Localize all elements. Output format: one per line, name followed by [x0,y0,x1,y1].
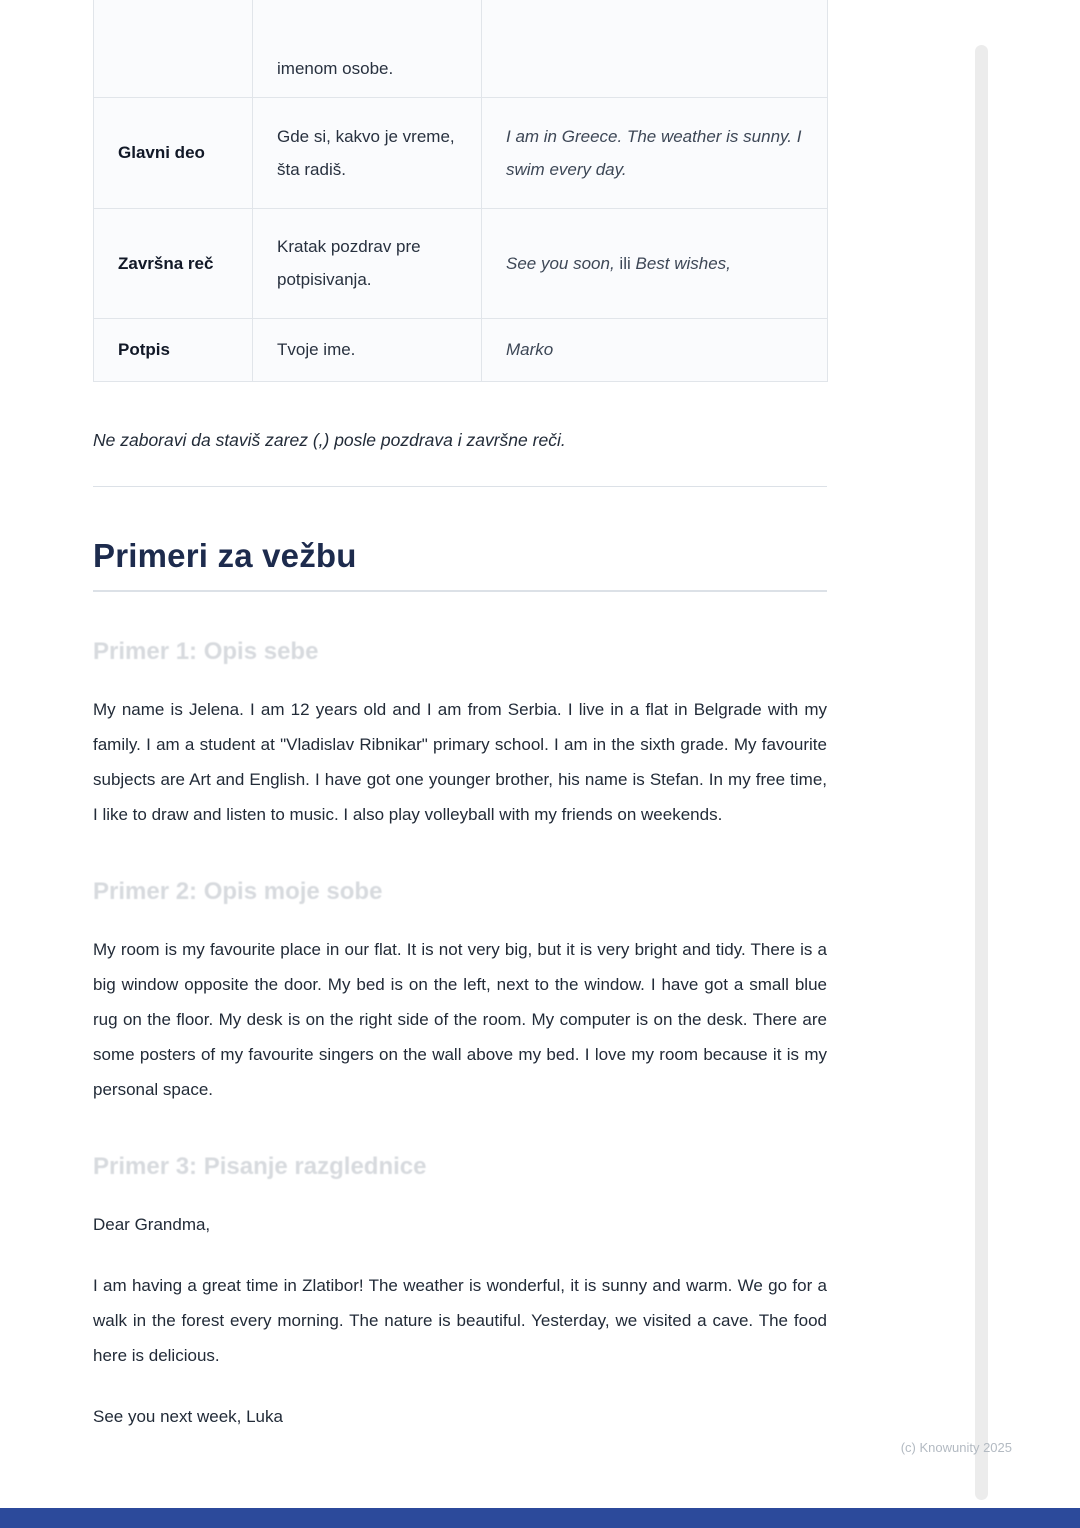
table-cell-example [482,0,828,97]
page-footer-bar [0,1508,1080,1528]
comma-note: Ne zaboravi da staviš zarez (,) posle pozdrava i završne reči. [93,429,566,450]
example-plain-word: ili [614,253,636,273]
table-cell-description: Tvoje ime. [253,318,482,381]
example-1-heading: Primer 1: Opis sebe [93,637,319,665]
section-title: Primeri za vežbu [93,537,827,592]
vertical-scrollbar[interactable] [975,45,988,1500]
example-italic-phrase: See you soon, [506,253,615,273]
knowunity-watermark: (c) Knowunity 2025 [900,1440,1012,1455]
table-cell-description: Kratak pozdrav pre potpisivanja. [253,208,482,318]
table-cell-term [94,0,253,97]
example-3-heading: Primer 3: Pisanje razglednice [93,1152,427,1180]
section-divider [93,486,827,487]
example-2-body: My room is my favourite place in our flat. It is not very big, but it is very bright and tidy. There is a big window opposite the door. My bed is on the left, next to the window. I have got a small blue rug on the floor. My desk is on the right side of the room. My computer is on the desk. There are some posters of my favourite singers on the wall above my bed. I love my room because it is my personal space. [93,939,827,1099]
table-cell-description: imenom osobe. [253,0,482,97]
example-italic-phrase: Best wishes, [635,253,731,273]
example-3-body: I am having a great time in Zlatibor! The weather is wonderful, it is sunny and warm. We go for a walk in the forest every morning. The nature is beautiful. Yesterday, we visited a cave. The food here is delicious. [93,1275,827,1365]
table-row-potpis [94,318,828,381]
postcard-closing: See you next week, Luka [93,1406,283,1426]
example-1-body: My name is Jelena. I am 12 years old and I am from Serbia. I live in a flat in Belgrade with my family. I am a student at "Vladislav Ribnikar" primary school. I am in the sixth grade. My favourite subjects are Art and English. I have got one younger brother, his name is Stefan. In my free time, I like to draw and listen to music. I also play volleyball with my friends on weekends. [93,699,827,824]
letter-structure-table [93,0,828,382]
table-cell-example [482,208,828,318]
table-row-glavni-deo [94,97,828,208]
table-cell-example: Marko [482,318,828,381]
table-cell-term: Potpis [94,318,253,381]
table-cell-example: I am in Greece. The weather is sunny. I swim every day. [482,97,828,208]
document-content [93,0,827,1434]
postcard-salutation: Dear Grandma, [93,1214,211,1234]
table-row-zavrsna-rec [94,208,828,318]
table-cell-term: Glavni deo [94,97,253,208]
table-cell-description: Gde si, kakvo je vreme, šta radiš. [253,97,482,208]
table-cell-term: Završna reč [94,208,253,318]
example-2-heading: Primer 2: Opis moje sobe [93,877,383,905]
table-row-partial [94,0,828,97]
